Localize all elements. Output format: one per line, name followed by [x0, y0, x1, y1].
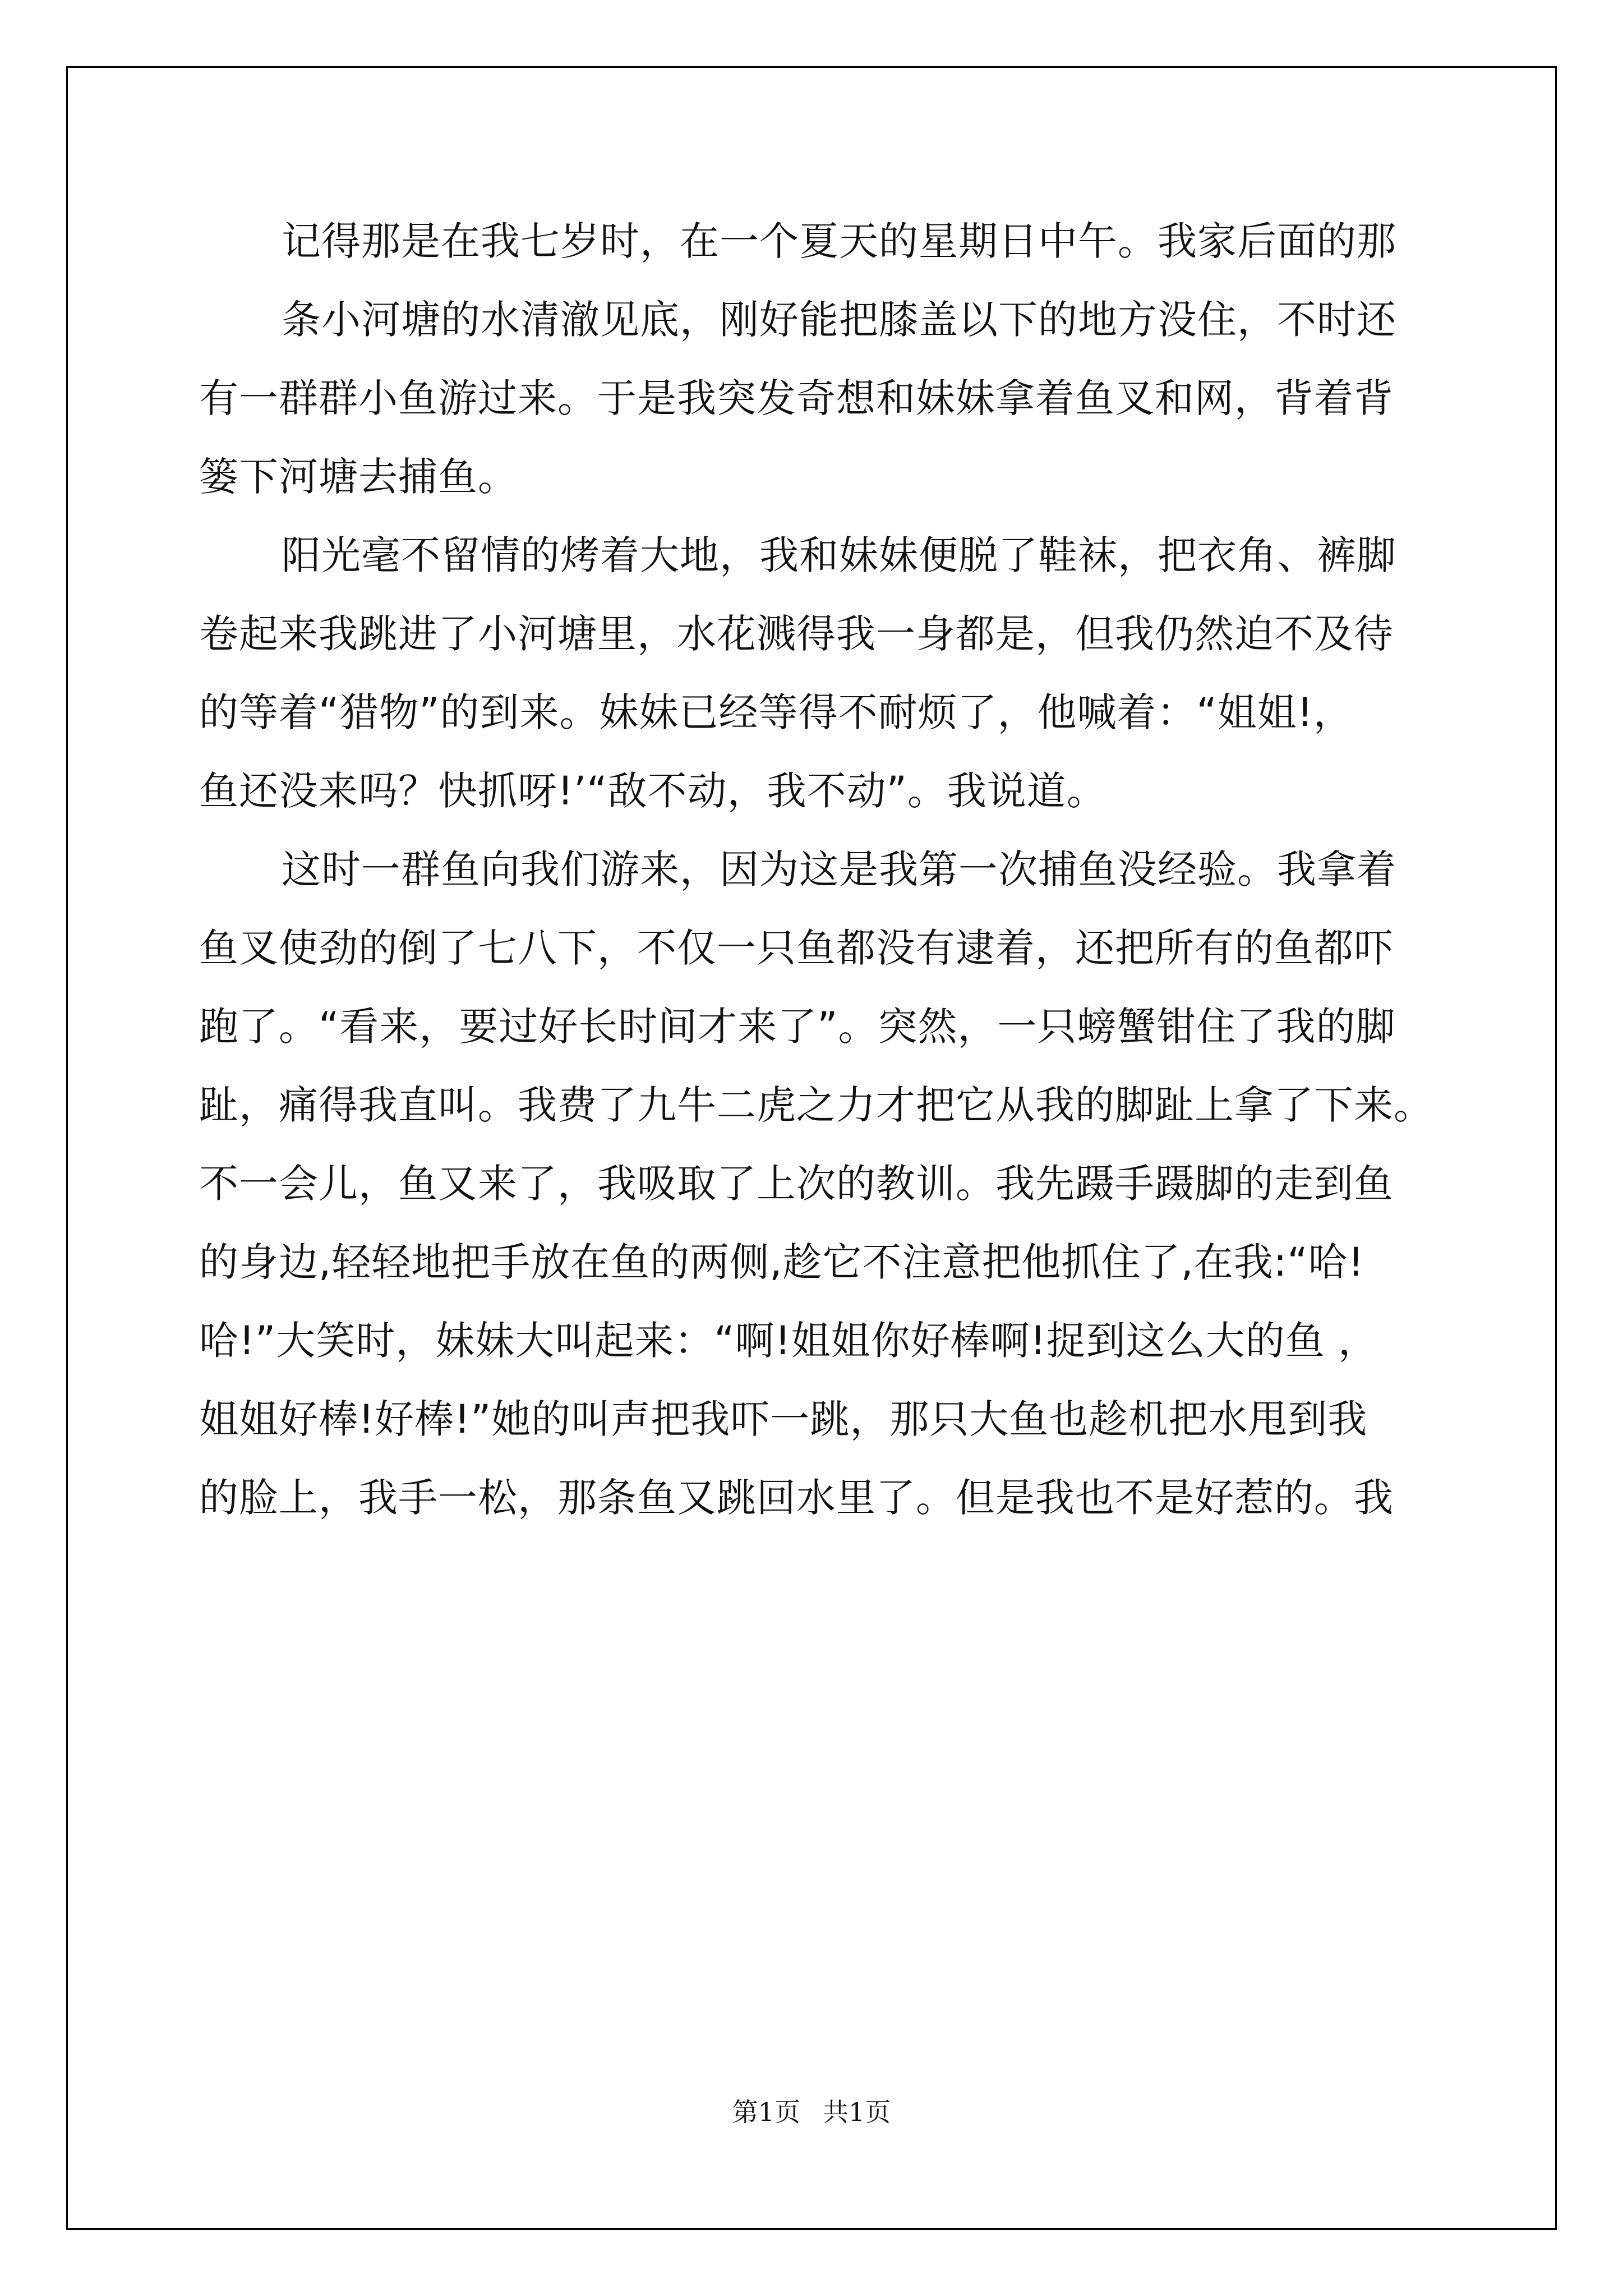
text-line-14: 的身边,轻轻地把手放在鱼的两侧,趁它不注意把他抓住了,在我:“哈! — [199, 1239, 1364, 1285]
text-line-12: 趾，痛得我直叫。我费了九牛二虎之力才把它从我的脚趾上拿了下来。 — [199, 1082, 1433, 1128]
page-number: 第1页 — [732, 2097, 800, 2127]
text-line-6: 卷起来我跳进了小河塘里，水花溅得我一身都是，但我仍然迫不及待 — [199, 611, 1394, 657]
text-line-9: 这时一群鱼向我们游来，因为这是我第一次捕鱼没经验。我拿着 — [282, 846, 1396, 892]
text-line-7: 的等着“猎物”的到来。妹妹已经等得不耐烦了，他喊着：“姐姐!， — [199, 689, 1353, 735]
text-line-2: 条小河塘的水清澈见底，刚好能把膝盖以下的地方没住，不时还 — [282, 297, 1396, 343]
text-line-13: 不一会儿，鱼又来了，我吸取了上次的教训。我先蹑手蹑脚的走到鱼 — [199, 1161, 1394, 1207]
page-footer — [0, 2095, 1623, 2129]
text-line-10: 鱼叉使劲的倒了七八下，不仅一只鱼都没有逮着，还把所有的鱼都吓 — [199, 925, 1394, 971]
text-line-15: 哈!”大笑时，妹妹大叫起来：“啊!姐姐你好棒啊!捉到这么大的鱼 ， — [199, 1318, 1378, 1364]
text-line-3: 有一群群小鱼游过来。于是我突发奇想和妹妹拿着鱼叉和网，背着背 — [199, 375, 1394, 421]
text-line-8: 鱼还没来吗？快抓呀!’“敌不动，我不动”。我说道。 — [199, 768, 1106, 814]
text-line-1: 记得那是在我七岁时，在一个夏天的星期日中午。我家后面的那 — [282, 218, 1396, 264]
page-total: 共1页 — [823, 2097, 891, 2127]
text-line-11: 跑了。“看来，要过好长时间才来了”。突然，一只螃蟹钳住了我的脚 — [199, 1004, 1396, 1050]
text-line-16: 姐姐好棒!好棒!”她的叫声把我吓一跳，那只大鱼也趁机把水甩到我 — [199, 1396, 1368, 1442]
text-line-17: 的脸上，我手一松，那条鱼又跳回水里了。但是我也不是好惹的。我 — [199, 1475, 1394, 1521]
text-line-4: 篓下河塘去捕鱼。 — [199, 454, 518, 500]
text-line-5: 阳光毫不留情的烤着大地，我和妹妹便脱了鞋袜，把衣角、裤脚 — [282, 532, 1396, 578]
